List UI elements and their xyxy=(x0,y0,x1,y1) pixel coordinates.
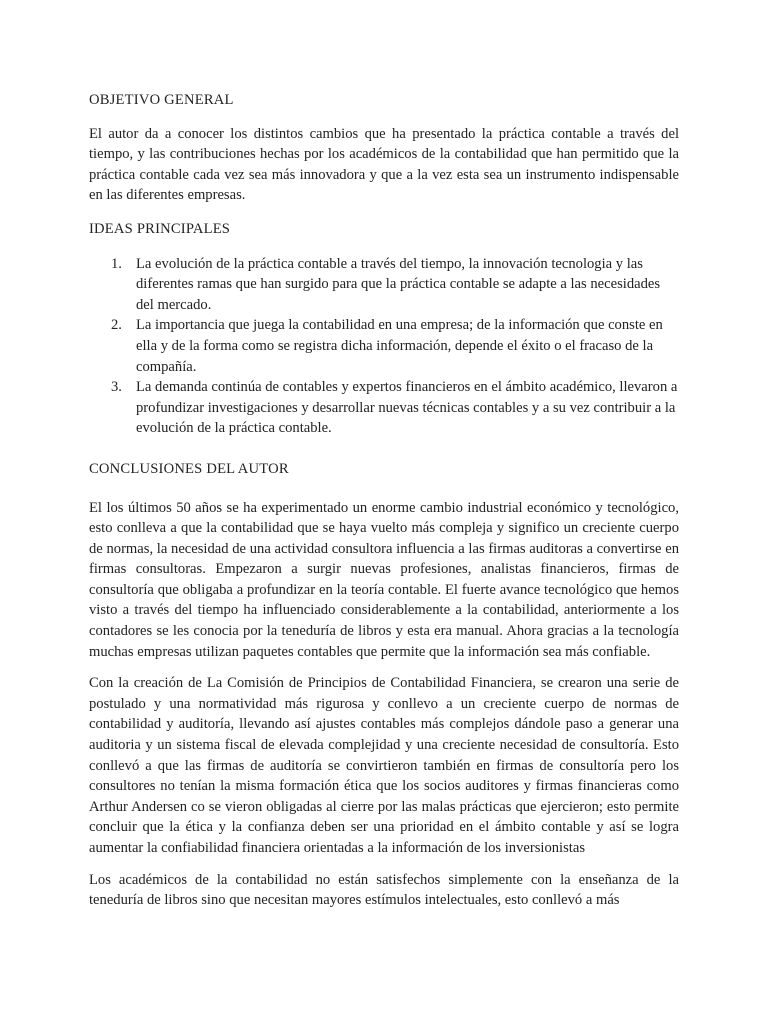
conclusiones-heading: CONCLUSIONES DEL AUTOR xyxy=(89,460,289,477)
list-item-text: La evolución de la práctica contable a través del tiempo, la innovación tecnologia y las diferentes ramas que han surgido para que la práctica contable se adapte a las necesidades del mercado. xyxy=(136,255,661,313)
list-item-text: La demanda continúa de contables y expertos financieros en el ámbito académico, llevaron a profundizar investigaciones y desarrollar nuevas técnicas contables y a su vez contribuir a la evolución de la práctica contable. xyxy=(136,379,678,437)
objetivo-heading: OBJETIVO GENERAL xyxy=(89,92,234,108)
list-item xyxy=(89,254,679,316)
document-content xyxy=(89,90,679,911)
list-item xyxy=(89,315,679,377)
conclusiones-paragraph-3: Los académicos de la contabilidad no están satisfechos simplemente con la enseñanza de la teneduría de libros sino que necesitan mayores estímulos intelectuales, esto conllevó a más xyxy=(89,871,679,909)
objetivo-paragraph: El autor da a conocer los distintos cambios que ha presentado la práctica contable a través del tiempo, y las contribuciones hechas por los académicos de la contabilidad que han permitido que la práctica contable cada vez sea más innovadora y que a la vez esta sea un instrumento indispensable en las diferentes empresas. xyxy=(89,125,679,204)
ideas-heading: IDEAS PRINCIPALES xyxy=(89,220,231,237)
list-item-number: 3. xyxy=(111,379,122,396)
conclusiones-paragraph-2: Con la creación de La Comisión de Principios de Contabilidad Financiera, se crearon una serie de postulado y una normatividad más rigurosa y conllevo a un creciente cuerpo de normas de contabilidad y auditoría, llevando así ajustes contables más complejos dándole paso a generar una auditoria y un sistema fiscal de elevada complejidad y una creciente necesidad de consultoría. Esto conllevó a que las firmas de auditoría se convirtieron también en firmas de consultoría pero los consultores no tenían la misma formación ética que los socios auditores y firmas financieras como Arthur Andersen co se vieron obligadas al cierre por las malas prácticas que ejercieron; esto permite concluir que la ética y la confianza deben ser una prioridad en el ámbito contable y así se logra aumentar la confiabilidad financiera orientadas a la información de los inversionistas xyxy=(89,675,679,856)
list-item-number: 1. xyxy=(111,255,122,272)
ideas-list xyxy=(89,254,679,439)
list-item-number: 2. xyxy=(111,317,122,334)
list-item xyxy=(89,377,679,439)
list-item-text: La importancia que juega la contabilidad en una empresa; de la información que conste en ella y de la forma como se registra dicha información, depende el éxito o el fracaso de la compañía. xyxy=(136,317,663,375)
conclusiones-paragraph-1: El los últimos 50 años se ha experimentado un enorme cambio industrial económico y tecnológico, esto conlleva a que la contabilidad que se haya vuelto más compleja y significo un creciente cuerpo de normas, la necesidad de una actividad consultora influencia a las firmas auditoras a convertirse en firmas consultoras. Empezaron a surgir nuevas profesiones, analistas financieros, firmas de consultoría que obligaba a profundizar en la teoría contable. El fuerte avance tecnológico que hemos visto a través del tiempo ha influenciado considerablemente a la contabilidad, anteriormente a los contadores se les conocia por la teneduría de libros y esta era manual. Ahora gracias a la tecnología muchas empresas utilizan paquetes contables que permite que la información sea más confiable. xyxy=(89,499,679,660)
